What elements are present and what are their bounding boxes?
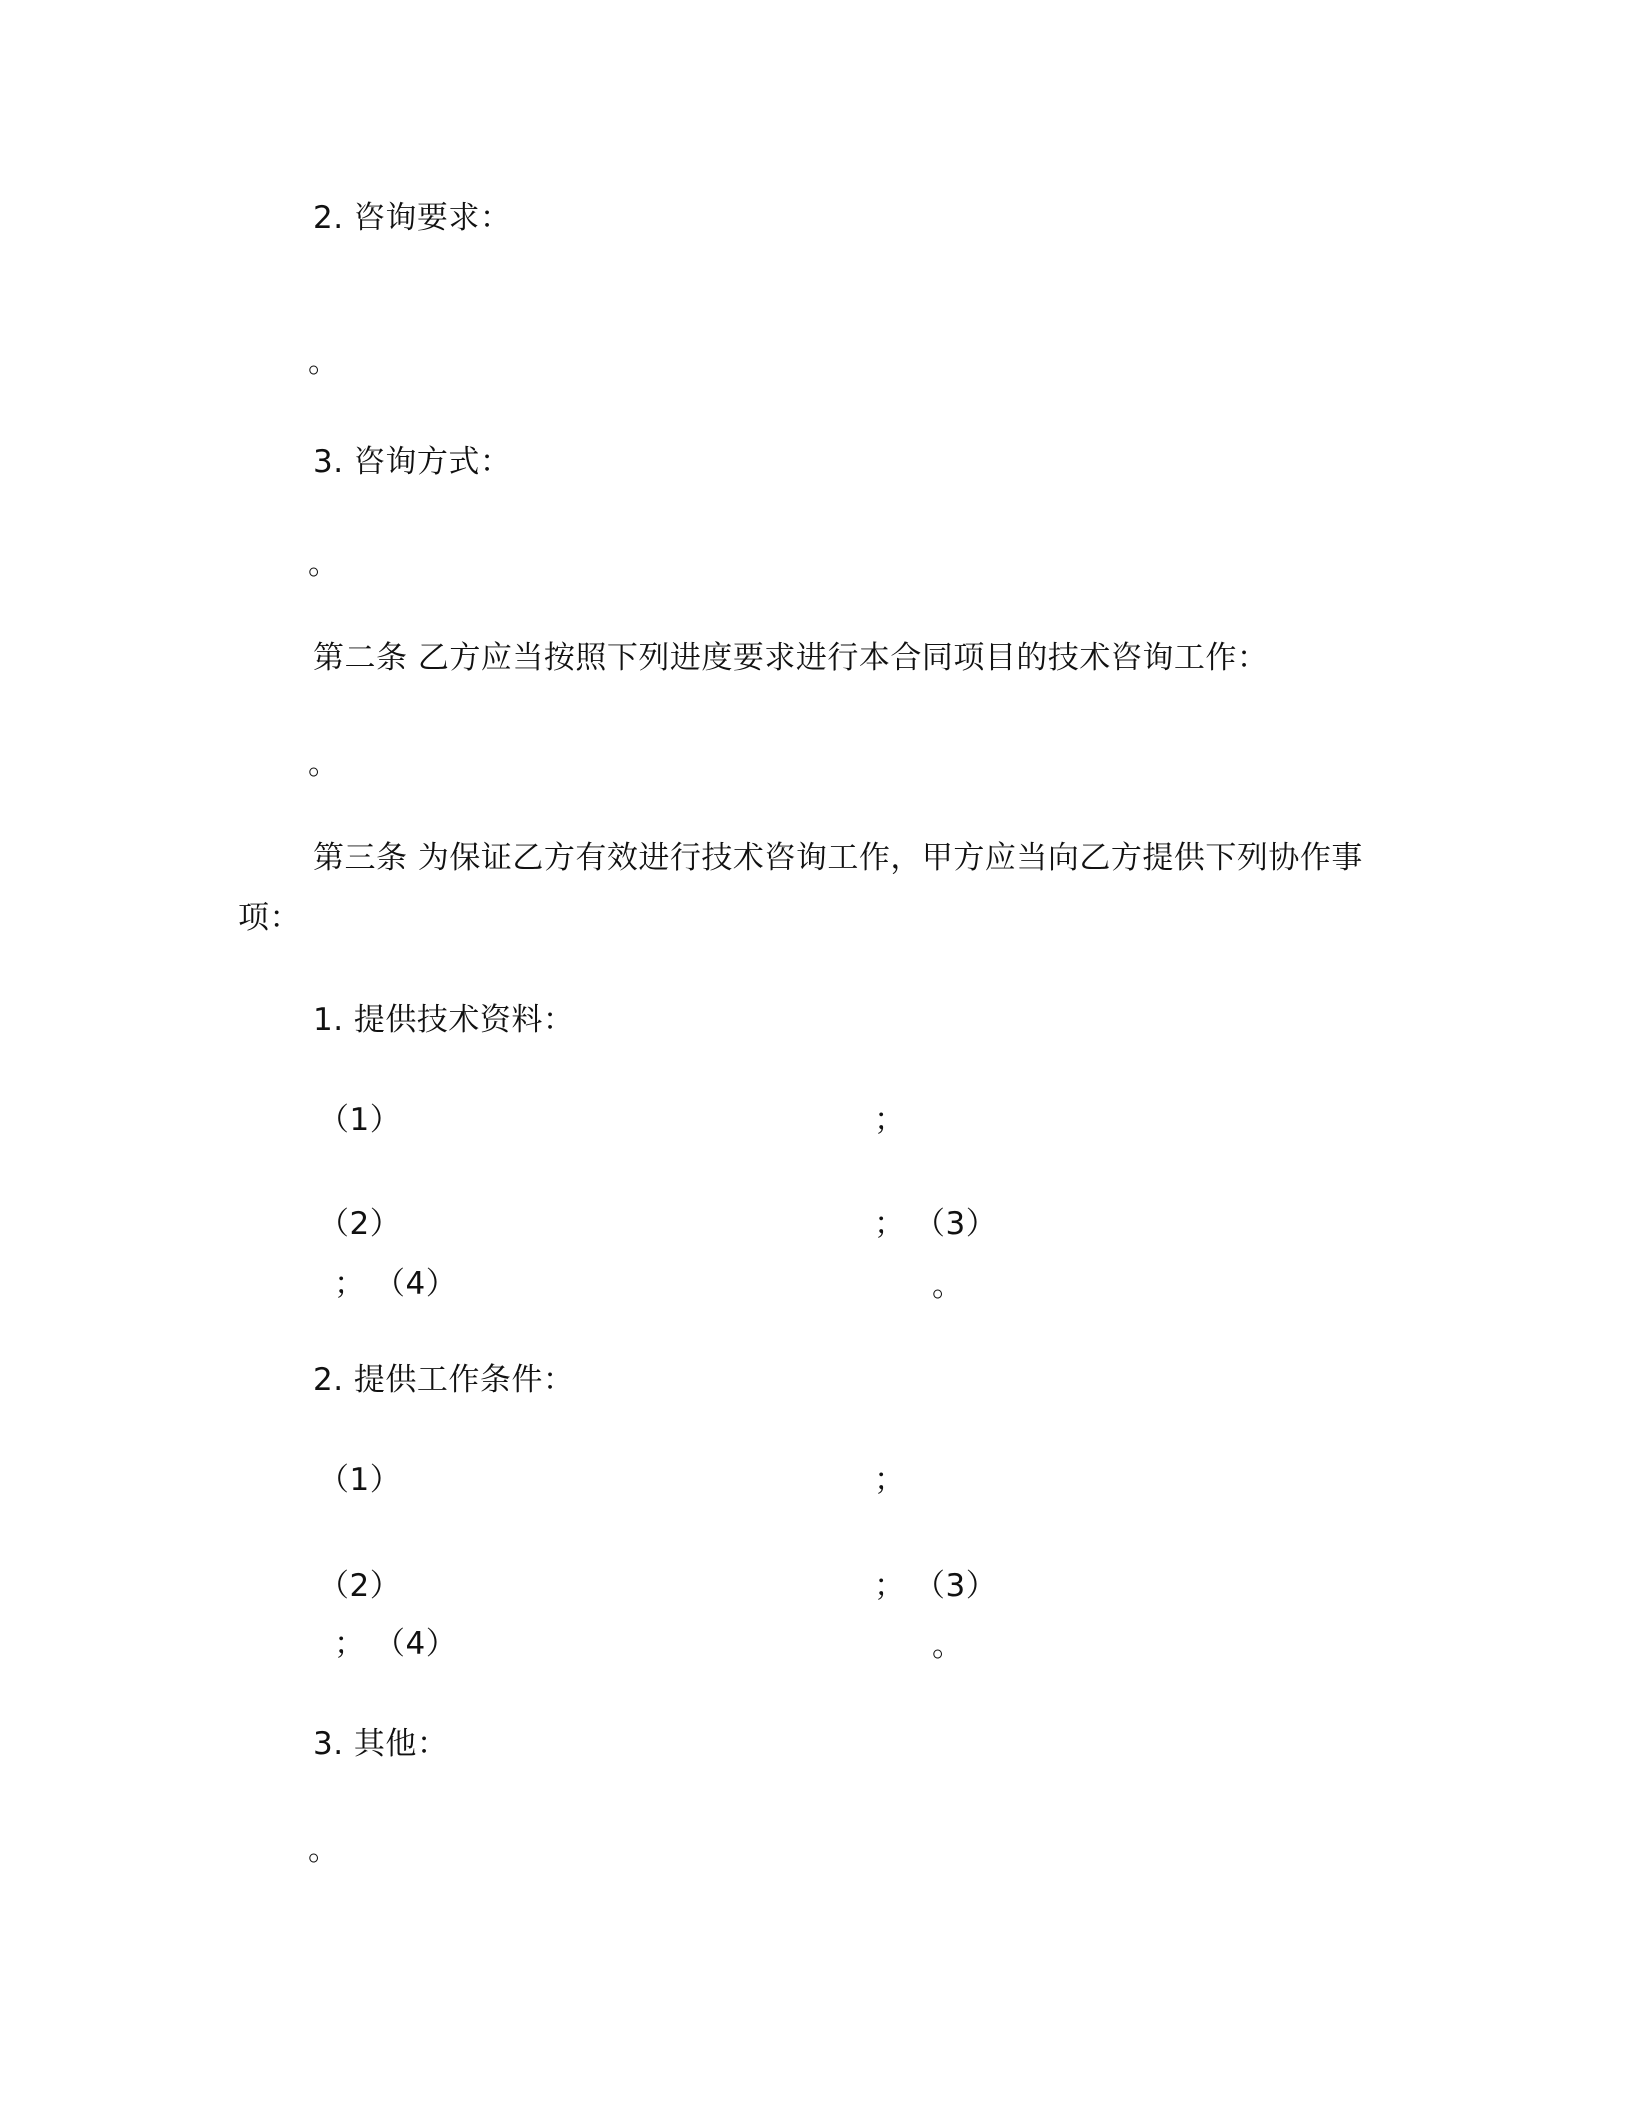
article-three-line1: 第三条 为保证乙方有效进行技术咨询工作，甲方应当向乙方提供下列协作事	[313, 840, 1363, 876]
consult-method-end: 。	[308, 546, 340, 582]
article-two-end: 。	[308, 746, 340, 782]
work-conditions-item4-label: （4）	[374, 1626, 458, 1662]
work-conditions-item3-end: ；	[334, 1626, 366, 1662]
tech-materials-item4-label: （4）	[374, 1266, 458, 1302]
work-conditions-item1-end: ；	[874, 1462, 906, 1498]
article-two: 第二条 乙方应当按照下列进度要求进行本合同项目的技术咨询工作：	[313, 640, 1269, 676]
tech-materials-item1-end: ；	[874, 1102, 906, 1138]
tech-materials-item4-end: 。	[932, 1268, 964, 1304]
tech-materials-item2-end: ；	[874, 1206, 906, 1242]
article-three-line2: 项：	[238, 900, 301, 936]
work-conditions-item4-end: 。	[932, 1628, 964, 1664]
work-conditions-item2-end: ；	[874, 1568, 906, 1604]
work-conditions-item2-label: （2）	[318, 1568, 402, 1604]
tech-materials-item3-end: ；	[334, 1266, 366, 1302]
work-conditions-item1-label: （1）	[318, 1462, 402, 1498]
other-end: 。	[308, 1832, 340, 1868]
consult-requirements-end: 。	[308, 344, 340, 380]
work-conditions-heading: 2. 提供工作条件：	[313, 1362, 575, 1398]
consult-requirements-heading: 2. 咨询要求：	[313, 200, 512, 236]
tech-materials-item2-label: （2）	[318, 1206, 402, 1242]
tech-materials-item1-label: （1）	[318, 1102, 402, 1138]
tech-materials-heading: 1. 提供技术资料：	[313, 1002, 575, 1038]
other-heading: 3. 其他：	[313, 1726, 449, 1762]
consult-method-heading: 3. 咨询方式：	[313, 444, 512, 480]
work-conditions-item3-label: （3）	[914, 1568, 998, 1604]
tech-materials-item3-label: （3）	[914, 1206, 998, 1242]
